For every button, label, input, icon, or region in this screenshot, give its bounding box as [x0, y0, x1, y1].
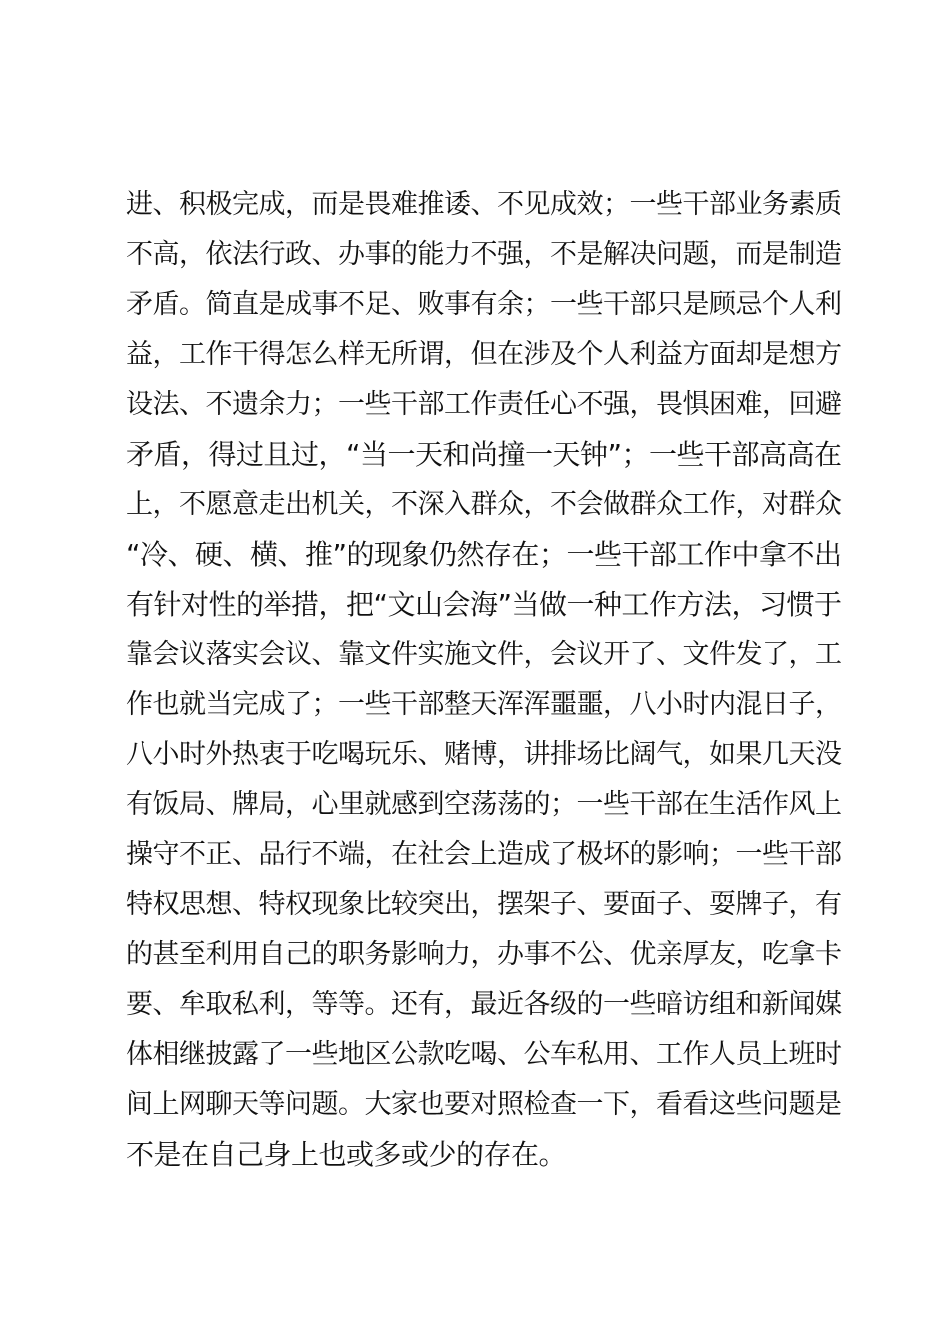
text-line: 不是在自己身上也或多或少的存在。	[126, 1138, 567, 1171]
text-line: 矛盾。简直是成事不足、败事有余；一些干部只是顾忌个人利	[126, 289, 842, 320]
text-line: 的甚至利用自己的职务影响力，办事不公、优亲厚友，吃拿卡	[126, 939, 842, 970]
text-line: 有饭局、牌局，心里就感到空荡荡的；一些干部在生活作风上	[126, 789, 842, 820]
text-line: 益，工作干得怎么样无所谓，但在涉及个人利益方面却是想方	[126, 339, 842, 370]
text-line: 体相继披露了一些地区公款吃喝、公车私用、工作人员上班时	[126, 1039, 842, 1070]
text-line: 进、积极完成，而是畏难推诿、不见成效；一些干部业务素质	[126, 189, 842, 220]
text-line: 设法、不遗余力；一些干部工作责任心不强，畏惧困难，回避	[126, 389, 842, 420]
text-line: 间上网聊天等问题。大家也要对照检查一下，看看这些问题是	[126, 1089, 842, 1120]
text-line: 八小时外热衷于吃喝玩乐、赌博，讲排场比阔气，如果几天没	[126, 739, 842, 770]
text-line: 要、牟取私利，等等。还有，最近各级的一些暗访组和新闻媒	[126, 989, 842, 1020]
text-line: 上，不愿意走出机关，不深入群众，不会做群众工作，对群众	[126, 489, 842, 520]
text-line: 有针对性的举措，把“文山会海”当做一种工作方法，习惯于	[126, 588, 842, 621]
text-line: 不高，依法行政、办事的能力不强，不是解决问题，而是制造	[126, 239, 842, 270]
text-line: 操守不正、品行不端，在社会上造成了极坏的影响；一些干部	[126, 839, 842, 870]
text-line: “冷、硬、横、推”的现象仍然存在；一些干部工作中拿不出	[126, 538, 842, 571]
body-paragraph	[126, 180, 846, 1180]
text-line: 矛盾，得过且过，“当一天和尚撞一天钟”；一些干部高高在	[126, 438, 842, 471]
text-line: 作也就当完成了；一些干部整天浑浑噩噩，八小时内混日子，	[126, 689, 842, 720]
text-line: 特权思想、特权现象比较突出，摆架子、要面子、耍牌子，有	[126, 889, 842, 920]
text-line: 靠会议落实会议、靠文件实施文件，会议开了、文件发了，工	[126, 639, 842, 670]
